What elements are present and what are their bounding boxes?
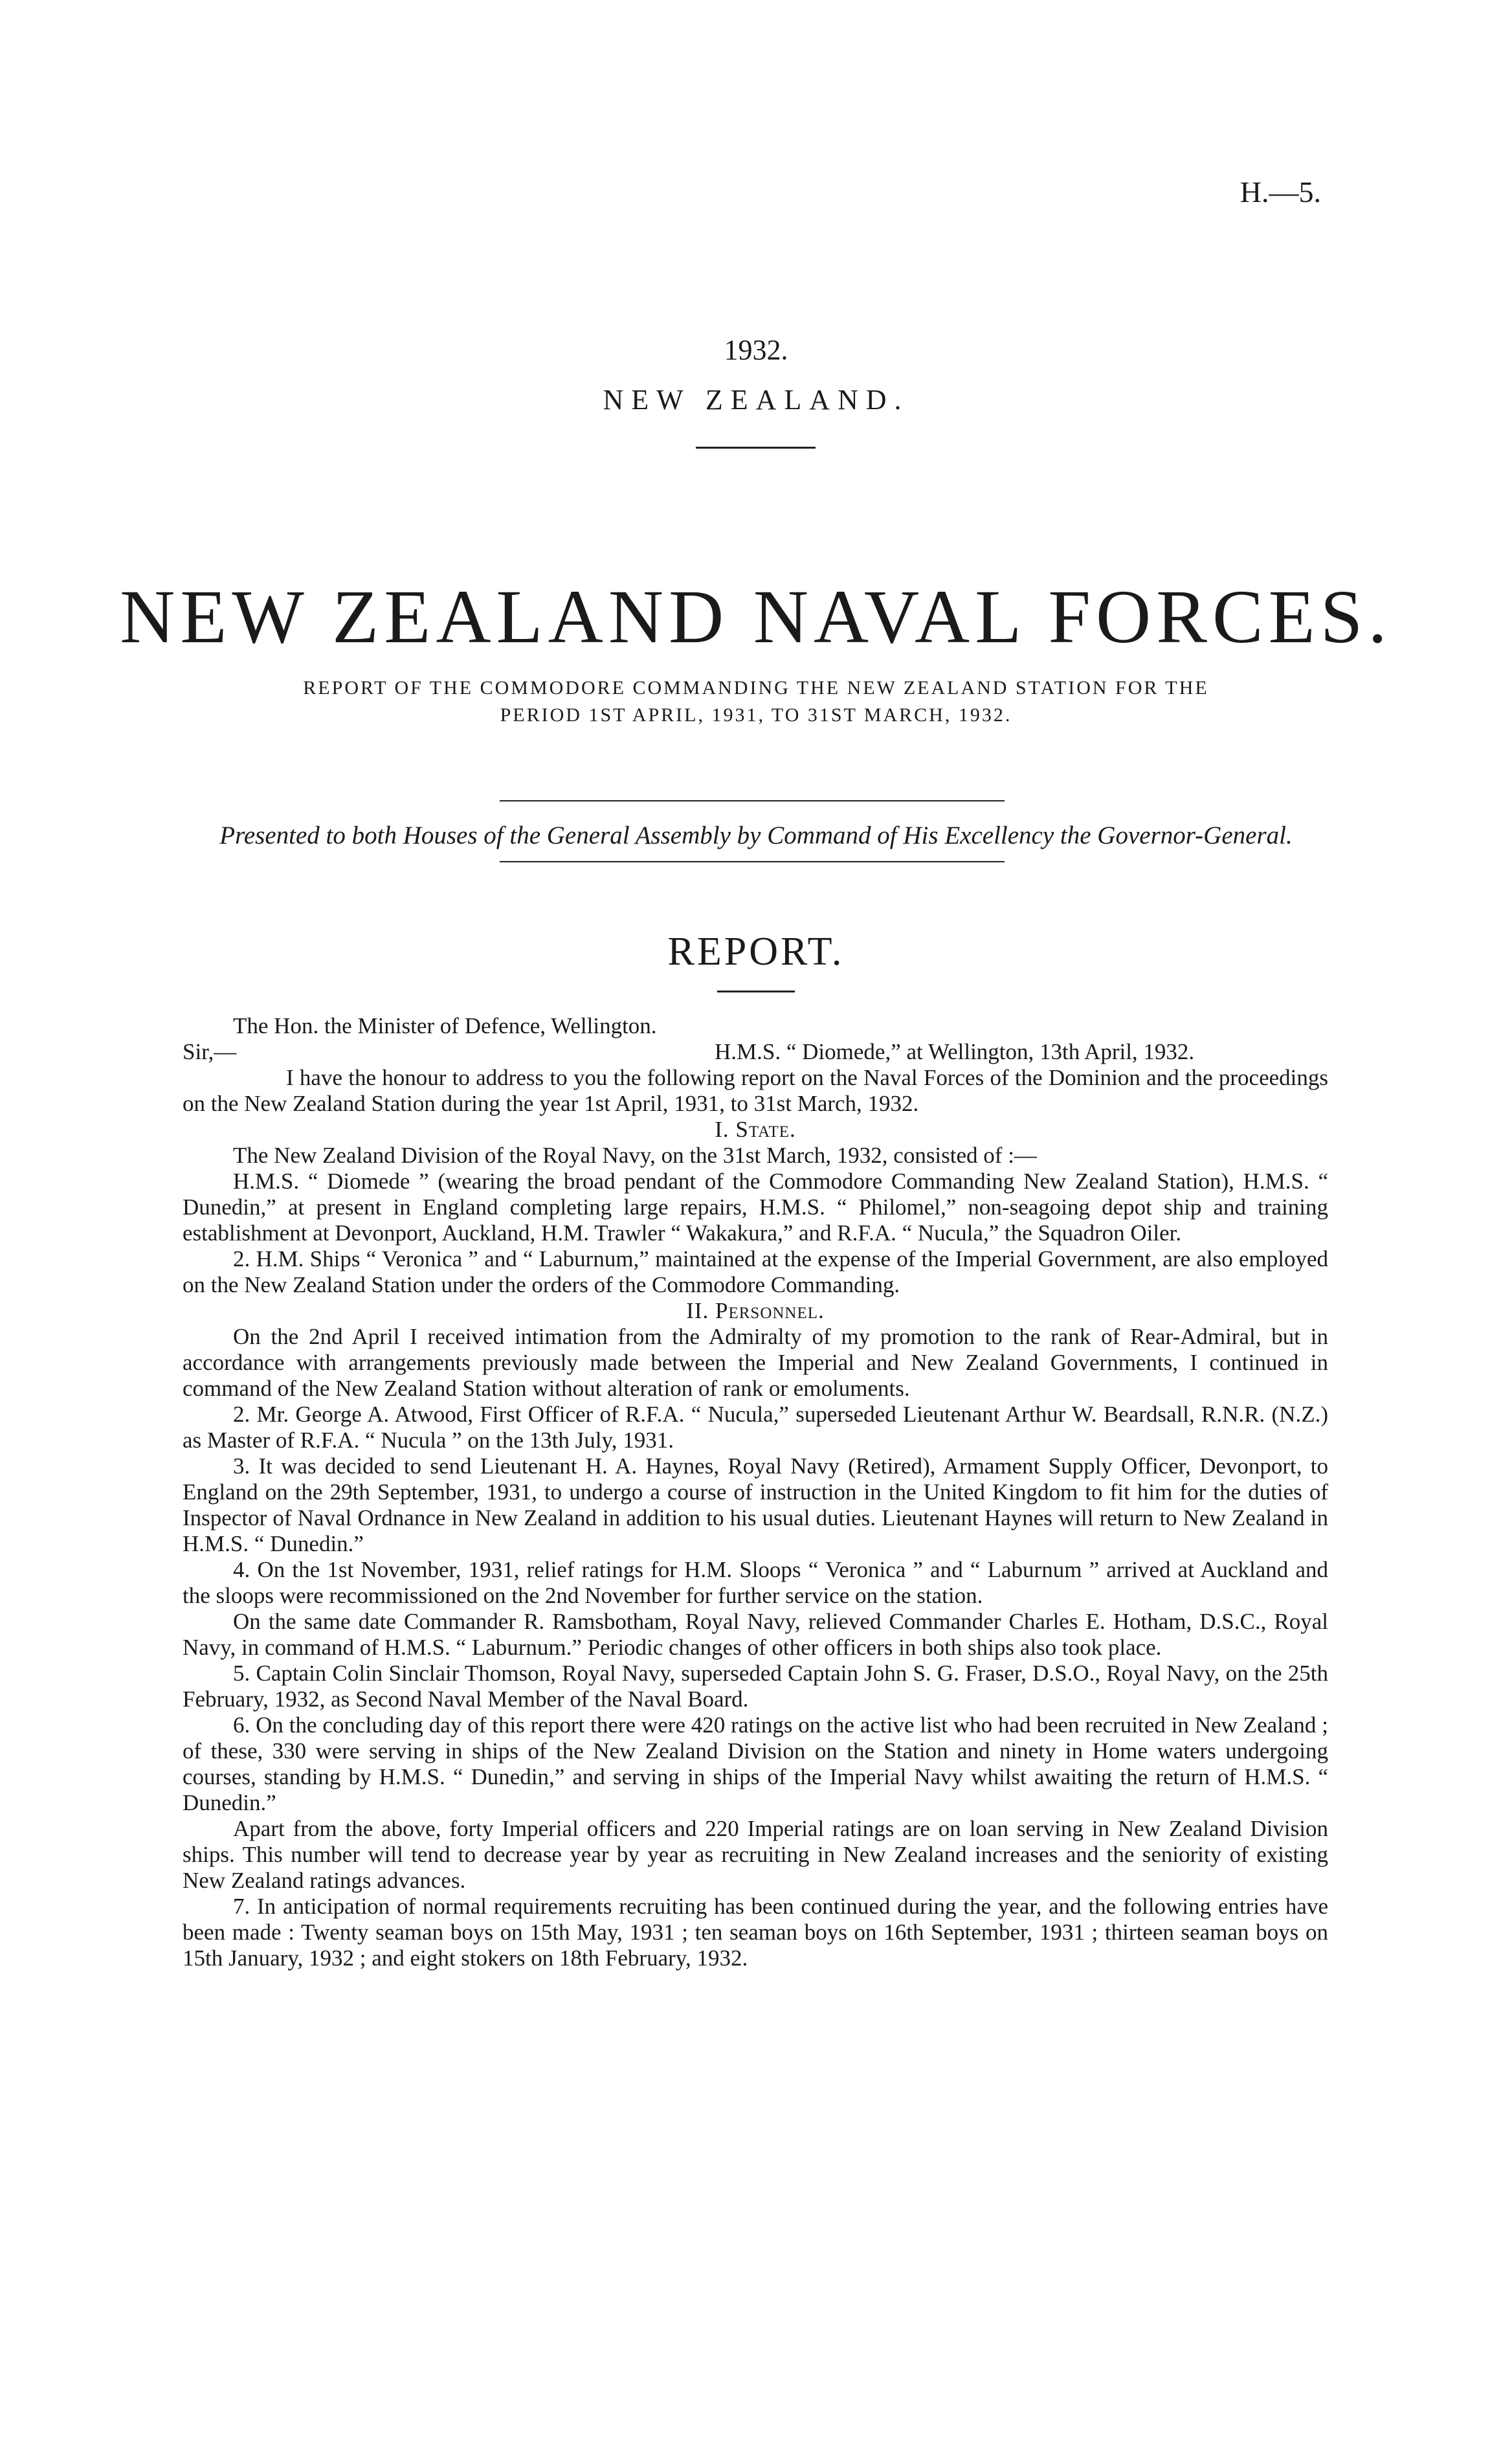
report-body (183, 1013, 1328, 1971)
presented-statement: Presented to both Houses of the General Assembly by Command of His Excellency the Governor-General. (219, 822, 1293, 849)
subtitle-line: REPORT OF THE COMMODORE COMMANDING THE NEW ZEALAND STATION FOR THE (303, 677, 1209, 699)
section-heading-personnel: II. Personnel. (686, 1298, 825, 1323)
section-heading-state: I. State. (715, 1117, 796, 1142)
from-line: H.M.S. “ Diomede,” at Wellington, 13th April, 1932. (715, 1039, 1195, 1064)
paragraph: Apart from the above, forty Imperial officers and 220 Imperial ratings are on loan serving in New Zealand Division ships. This number will tend to decrease year by year as recruiting in New Zealand increases and the seniority of existing New Zealand ratings advances. (183, 1816, 1328, 1893)
paragraph: 4. On the 1st November, 1931, relief ratings for H.M. Sloops “ Veronica ” and “ Laburnum ” arrived at Auckland and the sloops were recommissioned on the 2nd November for further service on the station. (183, 1557, 1328, 1608)
divider-rule (500, 800, 1005, 801)
country-heading: NEW ZEALAND. (603, 384, 909, 416)
subtitle-line: PERIOD 1ST APRIL, 1931, TO 31ST MARCH, 1932. (500, 704, 1012, 726)
paragraph: 2. Mr. George A. Atwood, First Officer of R.F.A. “ Nucula,” superseded Lieutenant Arthur W. Beardsall, R.N.R. (N.Z.) as Master of R.F.A. “ Nucula ” on the 13th July, 1931. (183, 1402, 1328, 1453)
divider-rule (696, 447, 816, 449)
paragraph: 5. Captain Colin Sinclair Thomson, Royal Navy, superseded Captain John S. G. Fraser, D.S.O., Royal Navy, on the 25th February, 1932, as Second Naval Member of the Naval Board. (183, 1661, 1328, 1712)
divider-rule (500, 861, 1005, 862)
salutation-line (183, 1039, 1328, 1065)
paragraph: 7. In anticipation of normal requirements recruiting has been continued during the year, and the following entries have been made : Twenty seaman boys on 15th May, 1931 ; ten seaman boys on 16th September, 1931 ; thirteen seaman boys on 15th January, 1932 ; and eight stokers on 18th February, 1932. (183, 1894, 1328, 1971)
document-subtitle (0, 675, 1512, 729)
document-reference: H.—5. (1240, 175, 1321, 208)
paragraph: The New Zealand Division of the Royal Navy, on the 31st March, 1932, consisted of :— (233, 1143, 1037, 1168)
year: 1932. (724, 334, 788, 366)
addressee: The Hon. the Minister of Defence, Wellington. (233, 1013, 657, 1038)
report-heading: REPORT. (667, 930, 845, 974)
paragraph: H.M.S. “ Diomede ” (wearing the broad pendant of the Commodore Commanding New Zealand Station), H.M.S. “ Dunedin,” at present in England completing large repairs, H.M.S. “ Philomel,” non-seagoing depot ship and training establishment at Devonport, Auckland, H.M. Trawler “ Wakakura,” and R.F.A. “ Nucula,” the Squadron Oiler. (183, 1169, 1328, 1246)
paragraph: 2. H.M. Ships “ Veronica ” and “ Laburnum,” maintained at the expense of the Imperial Government, are also employed on the New Zealand Station under the orders of the Commodore Commanding. (183, 1246, 1328, 1297)
paragraph: 3. It was decided to send Lieutenant H. A. Haynes, Royal Navy (Retired), Armament Supply Officer, Devonport, to England on the 29th September, 1931, to undergo a course of instruction in the United Kingdom to fit him for the duties of Inspector of Naval Ordnance in New Zealand in addition to his usual duties. Lieutenant Haynes will return to New Zealand in H.M.S. “ Dunedin.” (183, 1453, 1328, 1556)
salutation: Sir,— (183, 1039, 237, 1064)
paragraph: On the same date Commander R. Ramsbotham, Royal Navy, relieved Commander Charles E. Hotham, D.S.C., Royal Navy, in command of H.M.S. “ Laburnum.” Periodic changes of other officers in both ships also took place. (183, 1609, 1328, 1660)
paragraph: On the 2nd April I received intimation from the Admiralty of my promotion to the rank of Rear-Admiral, but in accordance with arrangements previously made between the Imperial and New Zealand Governments, I continued in command of the New Zealand Station without alteration of rank or emoluments. (183, 1324, 1328, 1401)
document-title: NEW ZEALAND NAVAL FORCES. (120, 574, 1392, 659)
intro-paragraph: I have the honour to address to you the following report on the Naval Forces of the Dominion and the proceedings on the New Zealand Station during the year 1st April, 1931, to 31st March, 1932. (183, 1065, 1328, 1116)
paragraph: 6. On the concluding day of this report there were 420 ratings on the active list who had been recruited in New Zealand ; of these, 330 were serving in ships of the New Zealand Division on the Station and ninety in Home waters undergoing courses, standing by H.M.S. “ Dunedin,” and serving in ships of the Imperial Navy whilst awaiting the return of H.M.S. “ Dunedin.” (183, 1712, 1328, 1815)
divider-rule (717, 991, 795, 992)
